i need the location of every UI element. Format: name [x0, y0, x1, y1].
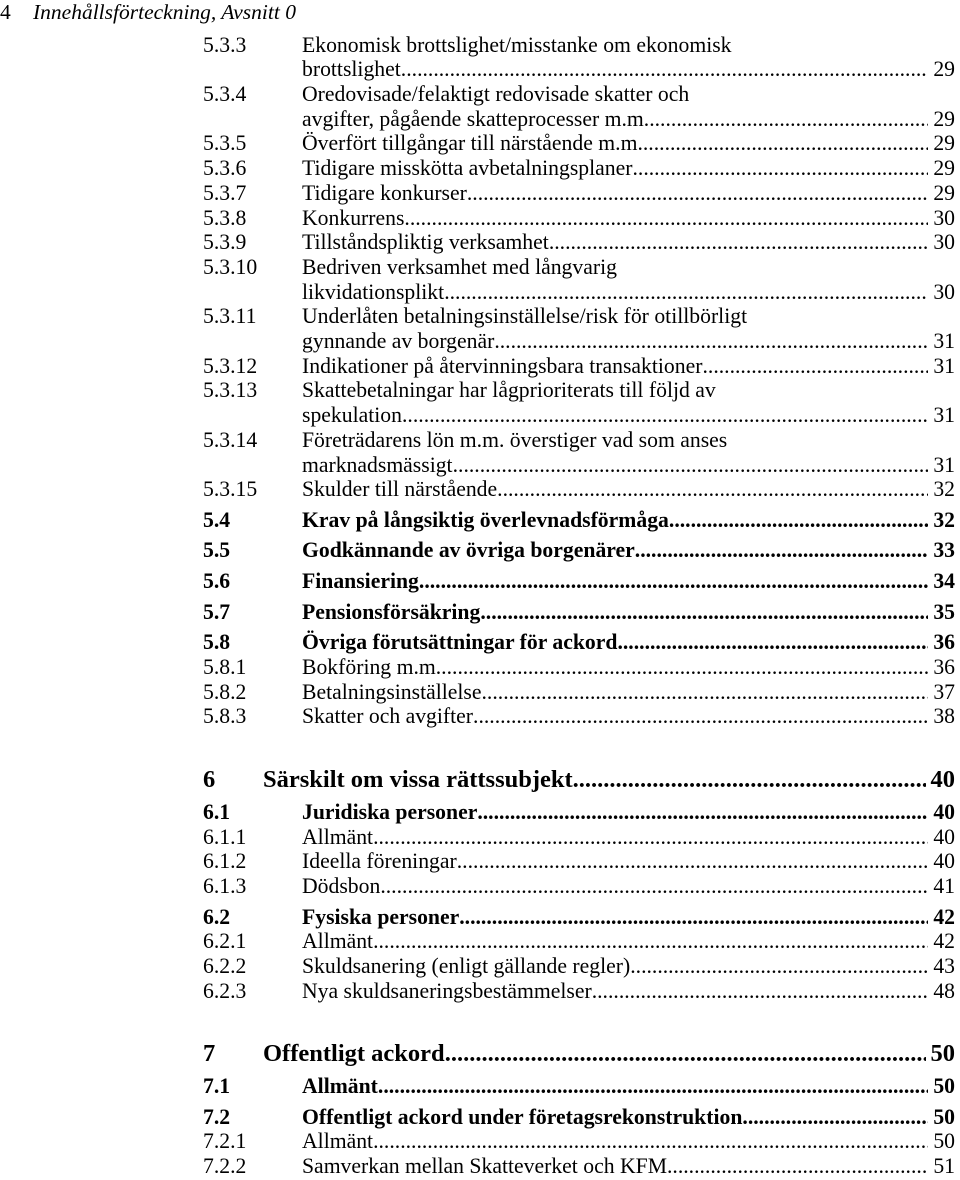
- toc-chapter: [203, 765, 955, 794]
- toc-number: 6.2.3: [203, 978, 247, 1003]
- toc-title-text: Överfört tillgångar till närstående m.m.: [302, 131, 643, 156]
- toc-number: 7.2.1: [203, 1129, 247, 1154]
- toc-number: 5.3.5: [203, 131, 247, 156]
- running-header: [0, 0, 296, 24]
- toc-title-last-line: [302, 630, 955, 655]
- toc-title: [302, 929, 955, 954]
- toc-subsection: [203, 428, 955, 477]
- toc-subsection: [203, 1129, 955, 1154]
- toc-title-last-line: [302, 655, 955, 680]
- dot-leader: [573, 765, 926, 794]
- toc-title: [302, 33, 955, 82]
- dot-leader: [667, 1154, 928, 1179]
- toc-page-number: 40: [933, 799, 955, 824]
- dot-leader: [742, 1105, 928, 1130]
- toc-title-text: Nya skuldsaneringsbestämmelser: [302, 978, 592, 1003]
- toc-section: [203, 630, 955, 655]
- toc-page-number: 33: [933, 538, 955, 563]
- toc-subsection: [203, 954, 955, 979]
- toc-number: 6.1.3: [203, 873, 247, 898]
- toc-subsection: [203, 704, 955, 729]
- toc-subsection: [203, 1154, 955, 1179]
- toc-subsection: [203, 33, 955, 82]
- toc-title: [302, 954, 955, 979]
- dot-leader: [444, 280, 928, 305]
- toc-page-number: 50: [933, 1074, 955, 1099]
- toc-subsection: [203, 354, 955, 379]
- toc-page-number: 40: [933, 824, 955, 849]
- toc-number: 5.3.11: [203, 304, 257, 329]
- toc-page-number: 50: [933, 1104, 955, 1129]
- toc-page-number: 32: [933, 477, 955, 502]
- toc-title-text: Betalningsinställelse: [302, 679, 482, 704]
- toc-page-number: 29: [933, 106, 955, 131]
- toc-subsection: [203, 378, 955, 427]
- toc-title: [302, 905, 955, 930]
- dot-leader: [473, 704, 928, 729]
- toc-page-number: 31: [933, 353, 955, 378]
- toc-title-last-line: [302, 825, 955, 850]
- toc-number: 5.3.12: [203, 353, 258, 378]
- toc-page-number: 29: [933, 131, 955, 156]
- toc-subsection: [203, 206, 955, 231]
- toc-page-number: 40: [933, 849, 955, 874]
- toc-title-text: gynnande av borgenär: [302, 329, 495, 354]
- toc-page-number: 42: [933, 929, 955, 954]
- dot-leader: [453, 453, 929, 478]
- toc-page-number: 37: [933, 679, 955, 704]
- toc-page-number: 29: [933, 57, 955, 82]
- dot-leader: [459, 905, 928, 930]
- toc-page-number: 29: [933, 156, 955, 181]
- toc-title-last-line: [302, 107, 955, 132]
- toc-title-last-line: [302, 600, 955, 625]
- dot-leader: [373, 1129, 928, 1154]
- toc-number: 6: [203, 765, 216, 793]
- dot-leader: [497, 477, 928, 502]
- dot-leader: [404, 206, 928, 231]
- toc-page-number: 30: [933, 230, 955, 255]
- toc-number: 5.3.6: [203, 156, 247, 181]
- toc-title-last-line: [302, 704, 955, 729]
- toc-number: 5.3.10: [203, 254, 258, 279]
- toc-number: 5.8.3: [203, 704, 247, 729]
- toc-title: [263, 765, 955, 794]
- dot-leader: [643, 131, 928, 156]
- toc-title-text: likvidationsplikt: [302, 279, 445, 304]
- toc-title-text: Offentligt ackord: [263, 1039, 445, 1067]
- dot-leader: [373, 825, 928, 850]
- toc-section: [203, 569, 955, 594]
- toc-title-last-line: [302, 905, 955, 930]
- toc-section: [203, 800, 955, 825]
- toc-number: 6.2.2: [203, 953, 247, 978]
- toc-number: 5.3.8: [203, 205, 247, 230]
- toc-subsection: [203, 655, 955, 680]
- toc-title-line: Företrädarens lön m.m. överstiger vad som anses: [302, 427, 728, 452]
- toc-title-line: Underlåten betalningsinställelse/risk för otillbörligt: [302, 304, 748, 329]
- toc-title-last-line: [302, 569, 955, 594]
- toc-page-number: 48: [933, 978, 955, 1003]
- toc-number: 5.8.1: [203, 654, 247, 679]
- toc-title-text: avgifter, pågående skatteprocesser m.m.: [302, 106, 650, 131]
- toc-title-last-line: [302, 477, 955, 502]
- toc-title: [302, 508, 955, 533]
- toc-subsection: [203, 82, 955, 131]
- toc-title-text: Ideella föreningar: [302, 849, 457, 874]
- toc-title: [302, 655, 955, 680]
- toc-section: [203, 538, 955, 563]
- toc-title-last-line: [302, 329, 955, 354]
- toc-number: 5.3.15: [203, 477, 258, 502]
- table-of-contents: [203, 33, 955, 1179]
- toc-subsection: [203, 156, 955, 181]
- toc-title: [302, 304, 955, 353]
- toc-title-last-line: [302, 453, 955, 478]
- dot-leader: [477, 800, 928, 825]
- toc-title-text: marknadsmässigt: [302, 452, 453, 477]
- toc-title-text: Krav på långsiktig överlevnadsförmåga: [302, 507, 669, 532]
- header-page-number: 4: [0, 0, 11, 24]
- dot-leader: [402, 403, 928, 428]
- toc-chapter: [203, 1039, 955, 1068]
- toc-title: [302, 979, 955, 1004]
- toc-section: [203, 508, 955, 533]
- toc-title-text: Samverkan mellan Skatteverket och KFM: [302, 1154, 667, 1179]
- dot-leader: [649, 107, 928, 132]
- toc-title: [302, 874, 955, 899]
- toc-page-number: 51: [933, 1154, 955, 1179]
- toc-number: 6.1.1: [203, 824, 247, 849]
- toc-subsection: [203, 477, 955, 502]
- toc-title: [302, 569, 955, 594]
- toc-title: [302, 1129, 955, 1154]
- toc-number: 7.2: [203, 1104, 231, 1129]
- toc-title-last-line: [302, 1154, 955, 1179]
- toc-page-number: 50: [933, 1129, 955, 1154]
- dot-leader: [445, 1039, 926, 1068]
- dot-leader: [480, 600, 928, 625]
- dot-leader: [549, 230, 929, 255]
- toc-subsection: [203, 849, 955, 874]
- toc-title-last-line: [302, 131, 955, 156]
- toc-number: 6.2.1: [203, 929, 247, 954]
- toc-title: [302, 255, 955, 304]
- dot-leader: [592, 979, 929, 1004]
- toc-title-last-line: [302, 929, 955, 954]
- toc-title-text: Finansiering: [302, 569, 419, 594]
- dot-leader: [669, 508, 928, 533]
- toc-title-line: Skattebetalningar har lågprioriterats till följd av: [302, 378, 716, 403]
- toc-title: [302, 156, 955, 181]
- toc-number: 5.3.7: [203, 180, 247, 205]
- dot-leader: [373, 929, 928, 954]
- toc-page-number: 31: [933, 403, 955, 428]
- toc-title-last-line: [302, 403, 955, 428]
- toc-title-last-line: [302, 181, 955, 206]
- toc-page-number: 30: [933, 279, 955, 304]
- toc-page-number: 29: [933, 180, 955, 205]
- toc-number: 7.2.2: [203, 1154, 247, 1179]
- toc-title-text: Skulder till närstående: [302, 477, 498, 502]
- toc-title: [302, 630, 955, 655]
- toc-title-text: brottslighet: [302, 57, 401, 82]
- dot-leader: [635, 538, 929, 563]
- toc-title-last-line: [302, 1074, 955, 1099]
- toc-title-line: Bedriven verksamhet med långvarig: [302, 254, 617, 279]
- toc-page-number: 32: [933, 507, 955, 532]
- toc-page-number: 41: [933, 873, 955, 898]
- toc-number: 5.7: [203, 599, 231, 624]
- toc-section: [203, 600, 955, 625]
- toc-page-number: 42: [933, 904, 955, 929]
- toc-number: 5.8.2: [203, 679, 247, 704]
- toc-title: [302, 704, 955, 729]
- toc-title-text: Allmänt: [302, 929, 374, 954]
- dot-leader: [401, 57, 929, 82]
- toc-title-last-line: [302, 57, 955, 82]
- toc-page-number: 40: [930, 765, 955, 793]
- toc-title: [302, 600, 955, 625]
- toc-title: [302, 800, 955, 825]
- toc-title-last-line: [302, 1105, 955, 1130]
- dot-leader: [617, 630, 928, 655]
- toc-page-number: 31: [933, 329, 955, 354]
- toc-title-text: Fysiska personer: [302, 904, 460, 929]
- toc-page-number: 30: [933, 205, 955, 230]
- toc-title-text: Konkurrens: [302, 205, 405, 230]
- toc-title-text: Allmänt: [302, 824, 374, 849]
- toc-subsection: [203, 181, 955, 206]
- toc-title-last-line: [263, 1039, 955, 1068]
- toc-title-text: Särskilt om vissa rättssubjekt: [263, 765, 573, 793]
- toc-title-text: Tillståndspliktig verksamhet: [302, 230, 549, 255]
- toc-title-last-line: [302, 800, 955, 825]
- toc-subsection: [203, 680, 955, 705]
- toc-title-text: Dödsbon: [302, 873, 381, 898]
- toc-title-line: Oredovisade/felaktigt redovisade skatter och: [302, 82, 690, 107]
- toc-page-number: 50: [930, 1039, 955, 1067]
- toc-page-number: 34: [933, 569, 955, 594]
- toc-title-text: Tidigare misskötta avbetalningsplaner: [302, 156, 633, 181]
- toc-title-last-line: [302, 874, 955, 899]
- dot-leader: [702, 354, 928, 379]
- toc-title: [302, 206, 955, 231]
- toc-page-number: 35: [933, 599, 955, 624]
- toc-title: [302, 538, 955, 563]
- toc-number: 5.6: [203, 569, 231, 594]
- toc-title-text: Pensionsförsäkring: [302, 599, 481, 624]
- dot-leader: [630, 954, 928, 979]
- dot-leader: [419, 569, 928, 594]
- toc-number: 5.3.13: [203, 378, 258, 403]
- toc-title: [302, 181, 955, 206]
- toc-title: [263, 1039, 955, 1068]
- toc-title-text: Skatter och avgifter: [302, 704, 474, 729]
- toc-section: [203, 1074, 955, 1099]
- toc-title-text: Övriga förutsättningar för ackord: [302, 630, 618, 655]
- toc-title: [302, 1074, 955, 1099]
- toc-title-text: Allmänt: [302, 1129, 374, 1154]
- toc-title: [302, 849, 955, 874]
- toc-subsection: [203, 929, 955, 954]
- toc-title-last-line: [302, 206, 955, 231]
- toc-title-last-line: [302, 156, 955, 181]
- toc-title-last-line: [302, 849, 955, 874]
- dot-leader: [632, 156, 928, 181]
- dot-leader: [467, 181, 928, 206]
- toc-subsection: [203, 825, 955, 850]
- toc-title-last-line: [302, 954, 955, 979]
- toc-title-text: Godkännande av övriga borgenärer: [302, 538, 635, 563]
- toc-title-text: Skuldsanering (enligt gällande regler): [302, 953, 631, 978]
- toc-title: [302, 825, 955, 850]
- toc-section: [203, 905, 955, 930]
- toc-page-number: 31: [933, 452, 955, 477]
- toc-title-last-line: [302, 354, 955, 379]
- toc-title-last-line: [302, 230, 955, 255]
- toc-title-last-line: [302, 1129, 955, 1154]
- dot-leader: [378, 1074, 928, 1099]
- toc-number: 7.1: [203, 1074, 231, 1099]
- toc-subsection: [203, 230, 955, 255]
- toc-title-last-line: [302, 280, 955, 305]
- dot-leader: [457, 849, 929, 874]
- toc-title-text: Juridiska personer: [302, 799, 478, 824]
- toc-title: [302, 230, 955, 255]
- toc-title-text: Allmänt: [302, 1074, 378, 1099]
- toc-title: [302, 1154, 955, 1179]
- toc-page-number: 36: [933, 654, 955, 679]
- toc-title-last-line: [302, 680, 955, 705]
- toc-subsection: [203, 131, 955, 156]
- toc-page-number: 38: [933, 704, 955, 729]
- toc-title-line: Ekonomisk brottslighet/misstanke om ekonomisk: [302, 32, 732, 57]
- toc-subsection: [203, 874, 955, 899]
- toc-title-text: spekulation: [302, 403, 402, 428]
- toc-number: 5.3.4: [203, 82, 247, 107]
- toc-title: [302, 378, 955, 427]
- toc-number: 5.3.9: [203, 230, 247, 255]
- toc-number: 5.3.14: [203, 427, 258, 452]
- toc-title-last-line: [302, 979, 955, 1004]
- toc-page-number: 43: [933, 953, 955, 978]
- toc-title: [302, 82, 955, 131]
- toc-section: [203, 1105, 955, 1130]
- dot-leader: [380, 874, 928, 899]
- toc-title-last-line: [263, 765, 955, 794]
- toc-title-text: Offentligt ackord under företagsrekonstruktion: [302, 1104, 743, 1129]
- toc-title: [302, 680, 955, 705]
- toc-number: 6.1.2: [203, 849, 247, 874]
- toc-number: 5.8: [203, 630, 231, 655]
- toc-title-text: Bokföring m.m.: [302, 654, 442, 679]
- toc-number: 5.4: [203, 507, 231, 532]
- toc-title: [302, 354, 955, 379]
- toc-number: 6.2: [203, 904, 231, 929]
- dot-leader: [494, 329, 928, 354]
- dot-leader: [482, 680, 929, 705]
- toc-page-number: 36: [933, 630, 955, 655]
- dot-leader: [441, 655, 928, 680]
- toc-subsection: [203, 304, 955, 353]
- toc-title-last-line: [302, 538, 955, 563]
- toc-title: [302, 1105, 955, 1130]
- toc-title-last-line: [302, 508, 955, 533]
- toc-title-text: Tidigare konkurser: [302, 180, 467, 205]
- toc-number: 5.5: [203, 538, 231, 563]
- toc-number: 5.3.3: [203, 32, 247, 57]
- toc-subsection: [203, 979, 955, 1004]
- toc-title-text: Indikationer på återvinningsbara transaktioner: [302, 353, 703, 378]
- header-title: Innehållsförteckning, Avsnitt 0: [33, 0, 296, 24]
- toc-subsection: [203, 255, 955, 304]
- toc-title: [302, 131, 955, 156]
- toc-number: 7: [203, 1039, 216, 1067]
- toc-number: 6.1: [203, 799, 231, 824]
- toc-title: [302, 477, 955, 502]
- toc-title: [302, 428, 955, 477]
